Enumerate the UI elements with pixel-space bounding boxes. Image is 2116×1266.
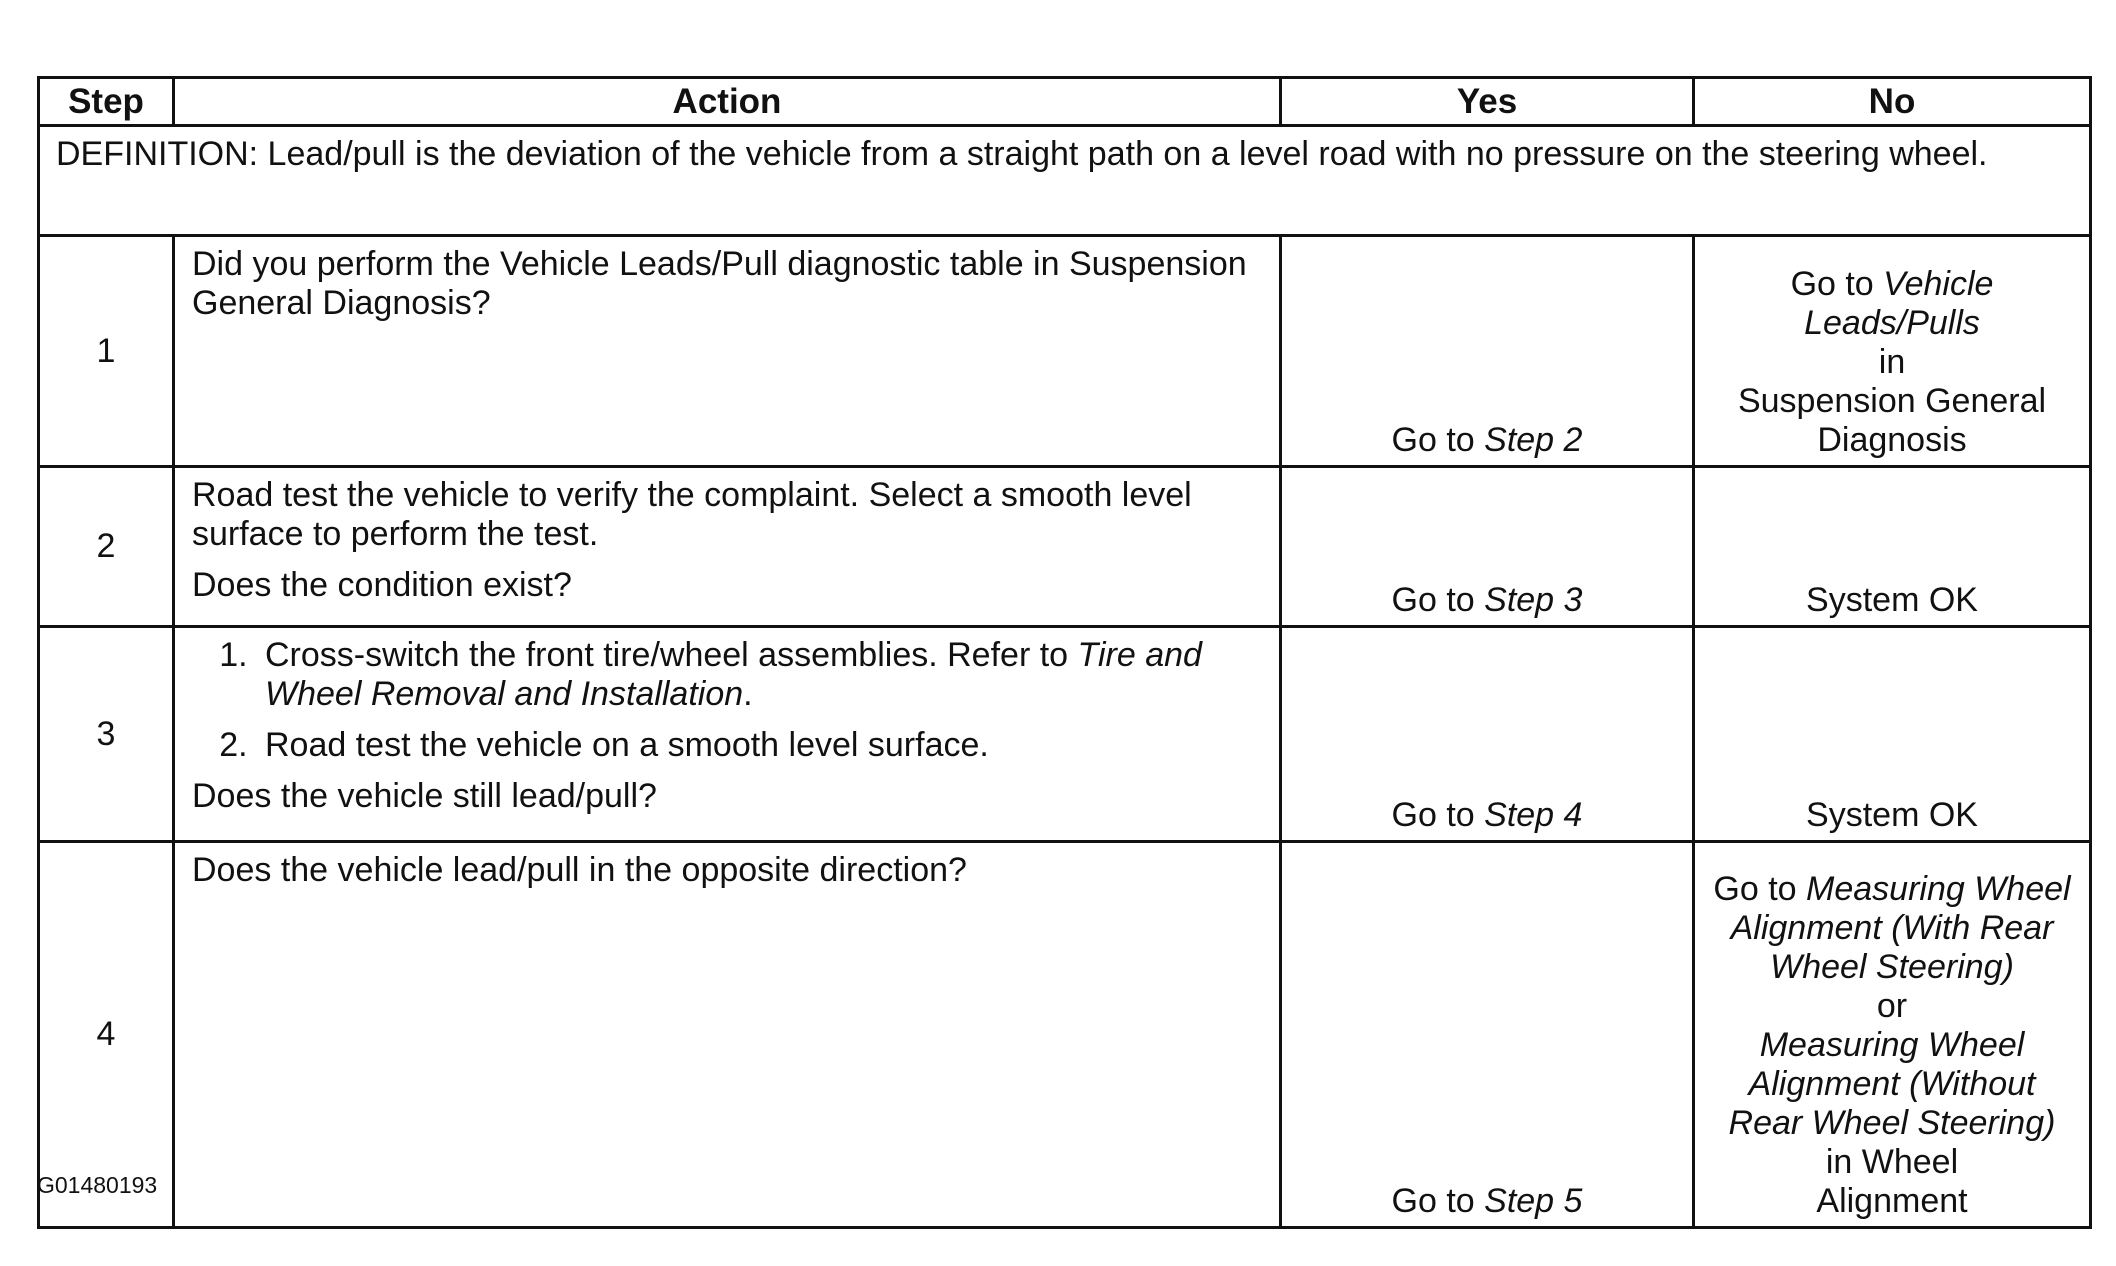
action-text: Did you perform the Vehicle Leads/Pull diagnostic table in Suspension General Diagnosis? — [192, 245, 1247, 322]
no-prefix: Go to — [1790, 265, 1884, 303]
substep-reference-link[interactable]: Tire and Wheel Removal and Installation — [265, 636, 1202, 713]
header-action: Action — [174, 78, 1281, 126]
substep-item — [257, 636, 1263, 714]
no-cell — [1694, 842, 2091, 1228]
yes-cell — [1281, 467, 1694, 627]
action-cell — [174, 627, 1281, 842]
yes-cell — [1281, 236, 1694, 467]
header-step: Step — [39, 78, 174, 126]
step-number: 3 — [39, 627, 174, 842]
no-connector: in — [1878, 343, 1906, 381]
no-connector: or — [1876, 987, 1908, 1025]
no-section: Suspension General Diagnosis — [1737, 382, 2047, 459]
no-reference-link[interactable]: Measuring Wheel Alignment (Without Rear Wheel Steering) — [1728, 1026, 2056, 1142]
yes-prefix: Go to — [1391, 796, 1485, 834]
definition-text: DEFINITION: Lead/pull is the deviation of the vehicle from a straight path on a level road with no pressure on the steering wheel. — [39, 126, 2091, 236]
no-cell: System OK — [1694, 467, 2091, 627]
table-row — [39, 467, 2091, 627]
table-row — [39, 842, 2091, 1228]
yes-step-link[interactable]: Step 4 — [1484, 796, 1583, 834]
action-cell — [174, 236, 1281, 467]
action-text: Road test the vehicle to verify the complaint. Select a smooth level surface to perform the test. — [192, 476, 1192, 553]
yes-step-link[interactable]: Step 2 — [1484, 421, 1583, 459]
no-section: in Wheel — [1825, 1143, 1959, 1181]
yes-prefix: Go to — [1391, 581, 1485, 619]
table-header-row — [39, 78, 2091, 126]
action-text: Does the vehicle lead/pull in the opposite direction? — [192, 851, 967, 889]
figure-id: G01480193 — [37, 1172, 158, 1198]
yes-cell — [1281, 627, 1694, 842]
yes-prefix: Go to — [1391, 421, 1485, 459]
step-number: 2 — [39, 467, 174, 627]
yes-step-link[interactable]: Step 5 — [1484, 1182, 1583, 1220]
substep-period: . — [743, 675, 753, 713]
action-question: Does the condition exist? — [192, 566, 572, 604]
definition-row — [39, 126, 2091, 236]
table-row — [39, 627, 2091, 842]
substep-text: Road test the vehicle on a smooth level surface. — [265, 726, 989, 764]
substep-list — [192, 636, 1263, 765]
step-number: 4 — [39, 842, 174, 1228]
yes-step-link[interactable]: Step 3 — [1484, 581, 1583, 619]
yes-cell — [1281, 842, 1694, 1228]
no-section: Alignment — [1816, 1182, 1968, 1220]
header-no: No — [1694, 78, 2091, 126]
header-yes: Yes — [1281, 78, 1694, 126]
no-reference-link[interactable]: Measuring Wheel Alignment (With Rear Wheel Steering) — [1730, 870, 2071, 986]
substep-text: Cross-switch the front tire/wheel assemblies. Refer to — [265, 636, 1078, 674]
substep-item — [257, 726, 1263, 765]
no-reference-link[interactable]: Vehicle Leads/Pulls — [1804, 265, 1994, 342]
action-cell — [174, 842, 1281, 1228]
yes-prefix: Go to — [1391, 1182, 1485, 1220]
action-question: Does the vehicle still lead/pull? — [192, 777, 657, 815]
no-cell: System OK — [1694, 627, 2091, 842]
step-number: 1 — [39, 236, 174, 467]
no-cell — [1694, 236, 2091, 467]
table-row — [39, 236, 2091, 467]
action-cell — [174, 467, 1281, 627]
no-prefix: Go to — [1713, 870, 1807, 908]
diagnostic-table — [37, 76, 2092, 1229]
